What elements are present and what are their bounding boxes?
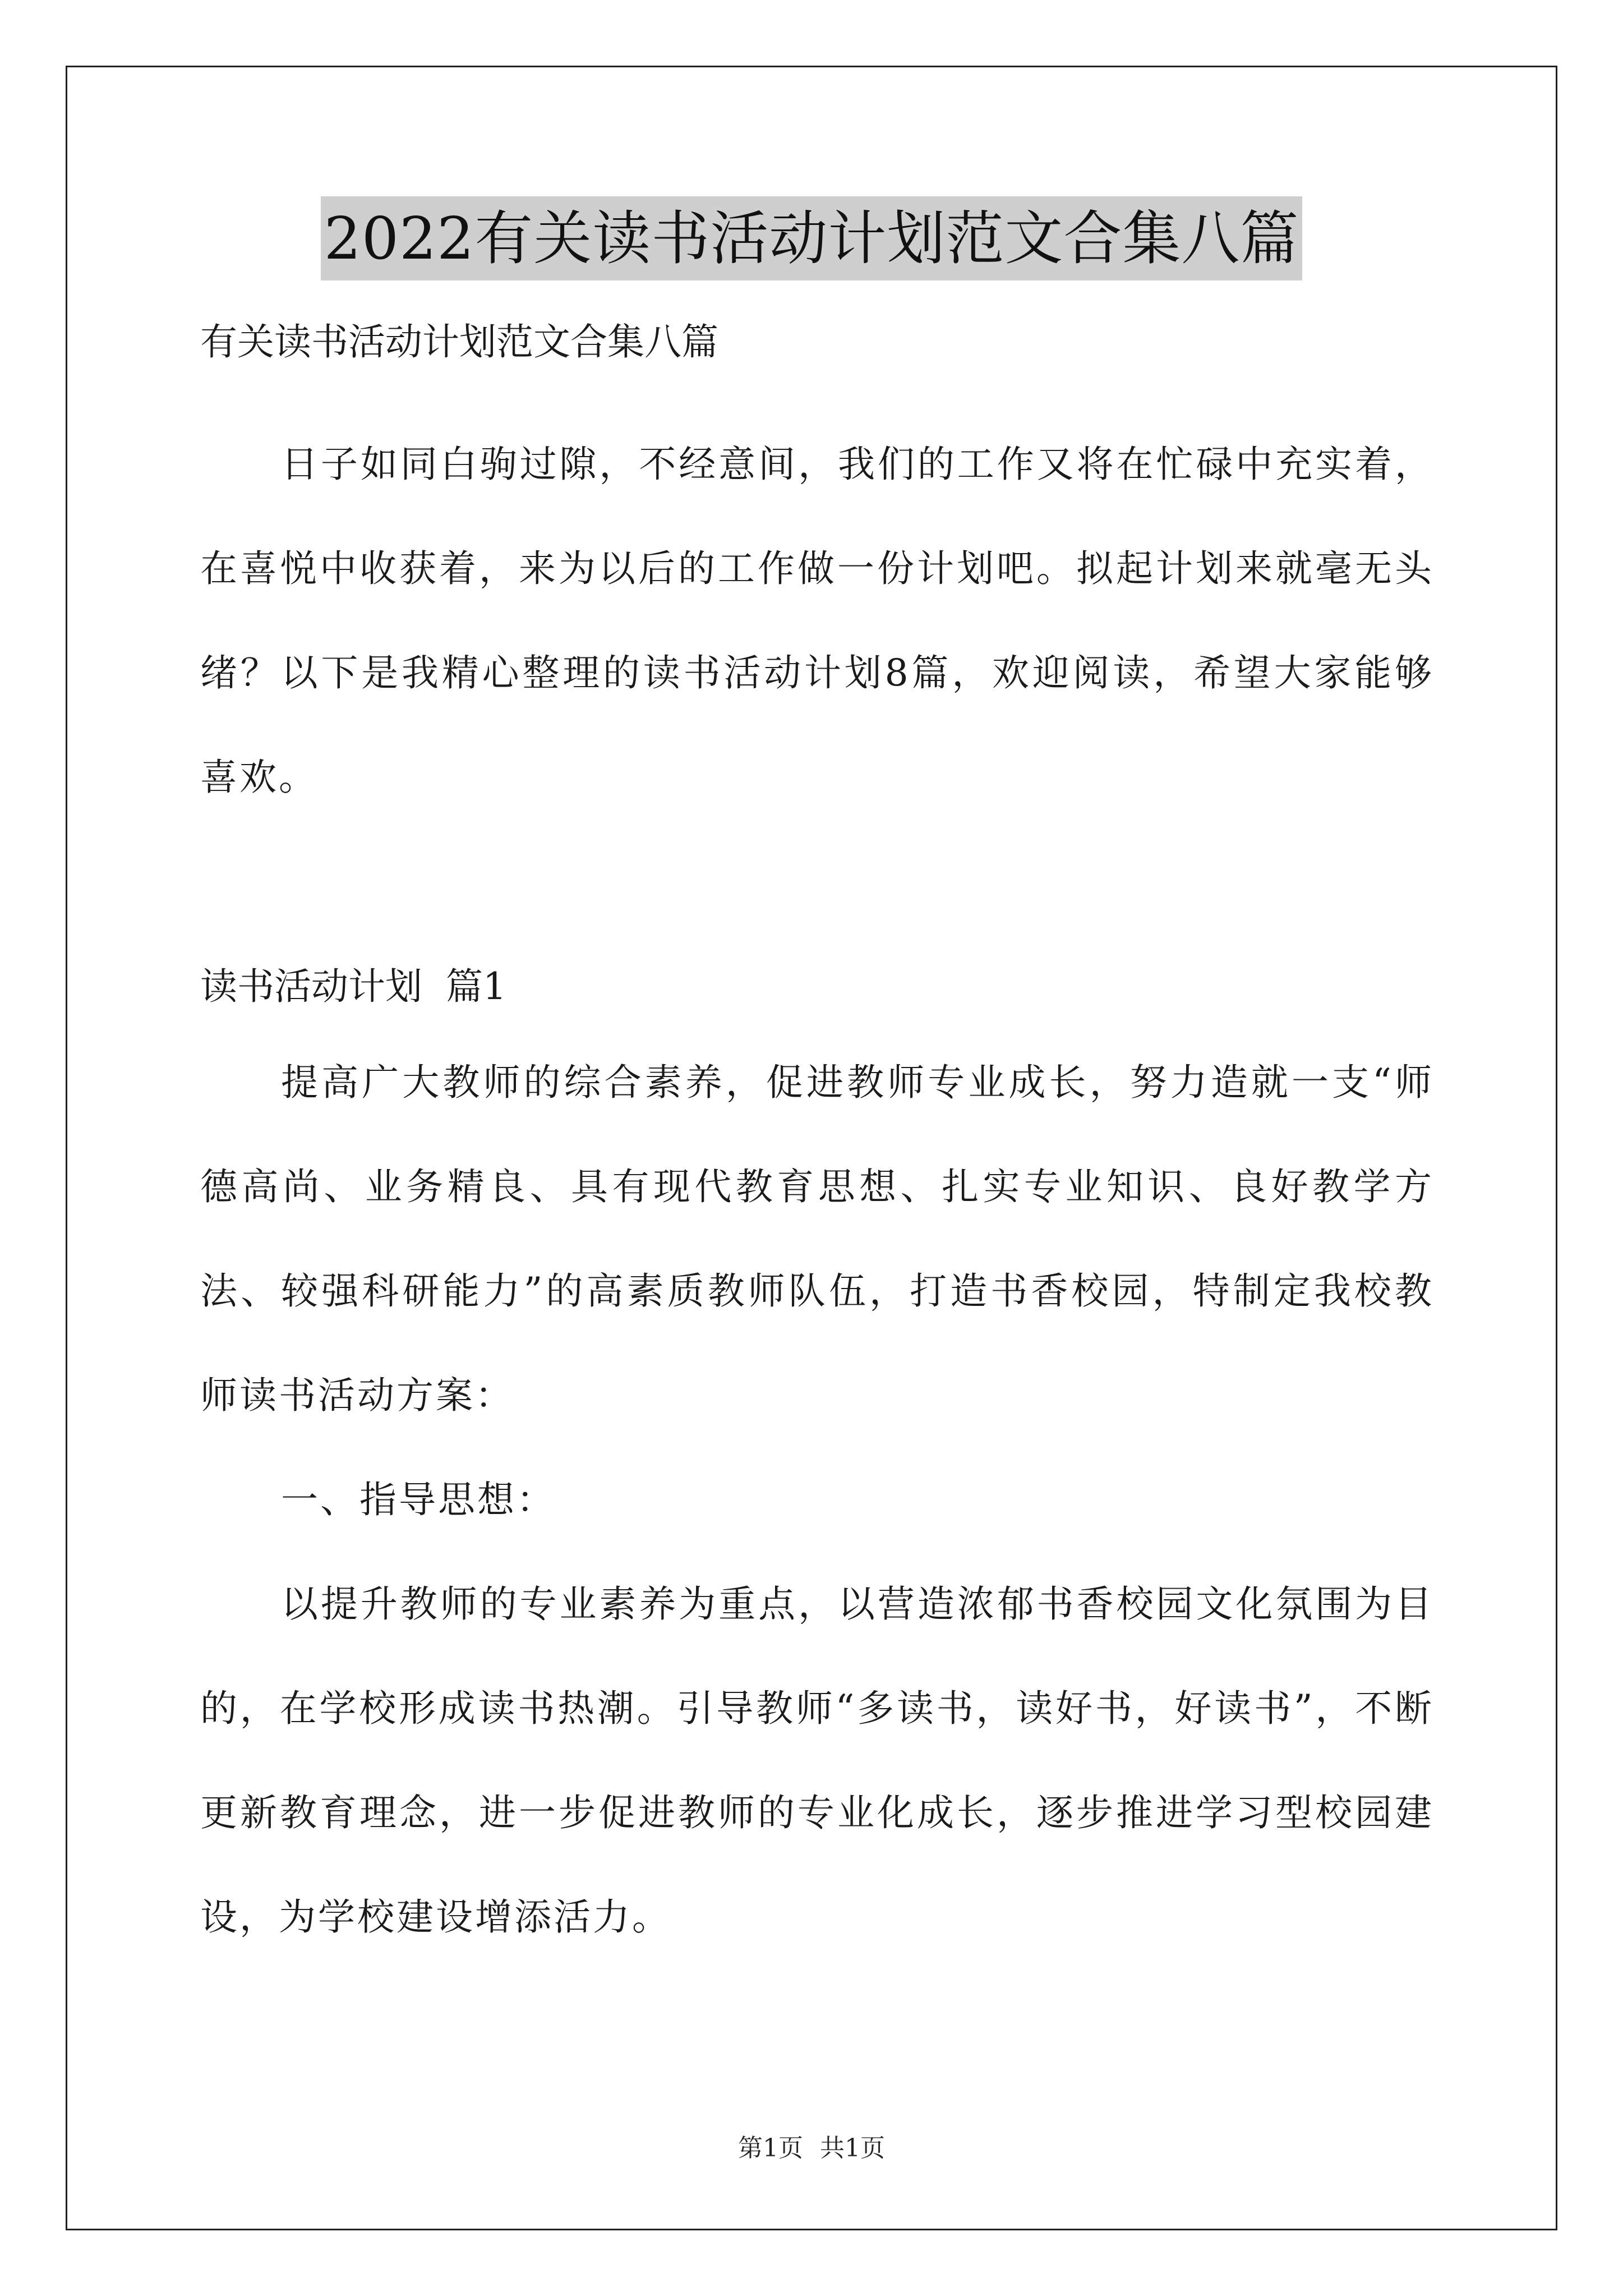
document-subtitle: 有关读书活动计划范文合集八篇 [200,320,718,364]
page-total: 共1页 [820,2134,885,2162]
intro-paragraph: 日子如同白驹过隙，不经意间，我们的工作又将在忙碌中充实着，在喜悦中收获着，来为以后的工作做一份计划吧。拟起计划来就毫无头绪？以下是我精心整理的读书活动计划8篇，欢迎阅读，希望大家能够喜欢。 [200,443,1434,799]
section-heading: 读书活动计划 篇1 [200,965,506,1008]
page-footer [0,2132,1623,2165]
document-title: 2022有关读书活动计划范文合集八篇 [321,196,1303,280]
body-paragraph: 一、指导思想： [281,1478,556,1521]
title-wrap [0,196,1623,280]
document-body [200,314,1434,1970]
body-paragraph: 提高广大教师的综合素养，促进教师专业成长，努力造就一支“师德高尚、业务精良、具有现代教育思想、扎实专业知识、良好教学方法、较强科研能力”的高素质教师队伍，打造书香校园，特制定我校教师读书活动方案： [200,1061,1434,1417]
page-number: 第1页 [738,2134,803,2162]
body-paragraph: 以提升教师的专业素养为重点，以营造浓郁书香校园文化氛围为目的，在学校形成读书热潮。引导教师“多读书，读好书，好读书”，不断更新教育理念，进一步促进教师的专业化成长，逐步推进学习型校园建设，为学校建设增添活力。 [200,1582,1434,1939]
